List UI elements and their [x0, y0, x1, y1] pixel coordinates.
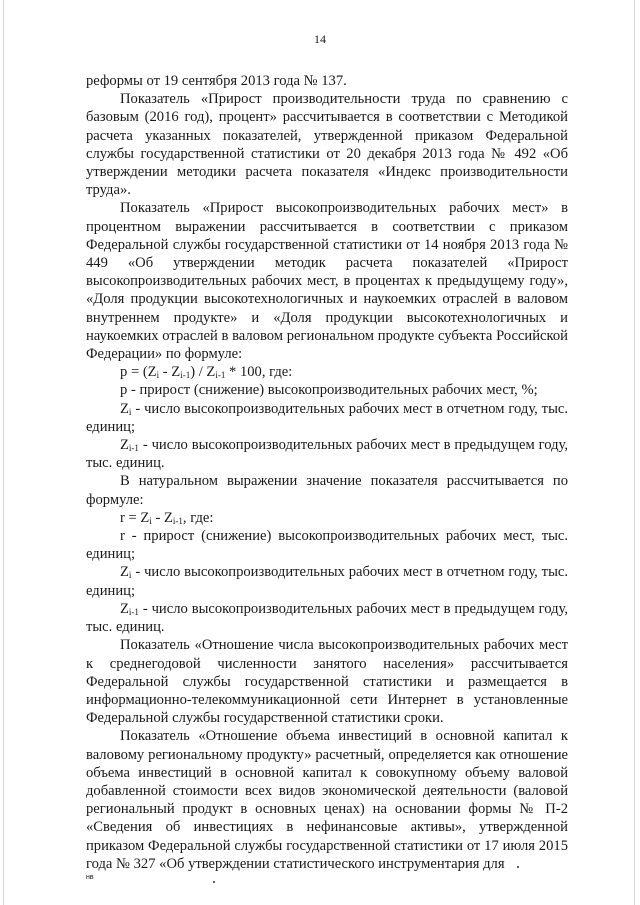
scan-speck	[517, 866, 519, 868]
document-body	[86, 72, 568, 873]
paragraph-natural: В натуральном выражении значение показателя рассчитывается по формуле:	[86, 473, 568, 508]
formula-percent-part: ) / Z	[190, 364, 216, 381]
formula-percent-subscript: i	[156, 370, 160, 381]
definition-zi-1-natural: $Z_{i-1}$ - число высокопроизводительных рабочих мест в предыдущем году, тыс. единиц.	[86, 600, 568, 636]
page-number: 14	[314, 32, 326, 46]
footer-mark: нв	[86, 874, 94, 881]
formula-percent-part: - Z	[159, 364, 181, 381]
paragraph-1: реформы от 19 сентября 2013 года № 137.	[86, 73, 347, 89]
scan-edge-right	[634, 0, 635, 905]
paragraph-2: Показатель «Прирост производительности труда по сравнению с базовым (2016 год), процент» рассчитывается в соответствии с Методикой расчета указанных показателей, утвержденной приказом Федеральной службы государственной статистики от 20 декабря 2013 года № 492 «Об утверждении методики расчета показателя «Индекс производительности труда».	[86, 91, 568, 199]
formula-percent-part: * 100, где:	[225, 364, 293, 381]
paragraph-3: Показатель «Прирост высокопроизводительных рабочих мест» в процентном выражении рассчитывается в соответствии с приказом Федеральной службы государственной статистики от 14 ноября 2013 года № 449 «Об утверждении методик расчета показателей «Прирост высокопроизводительных рабочих мест, в процентах к предыдущему году», «Доля продукции высокотехнологичных и наукоемких отраслей в валовом внутреннем продукте» и «Доля продукции высокотехнологичных и наукоемких отраслей в валовом региональном продукте субъекта Российской Федерации» по формуле:	[86, 200, 568, 363]
scan-speck	[213, 881, 215, 883]
formula-percent-subscript: i-1	[215, 370, 226, 381]
definition-r: r - прирост (снижение) высокопроизводительных рабочих мест, тыс. единиц;	[86, 528, 568, 563]
formula-percent	[86, 363, 568, 381]
scan-edge-left	[3, 0, 4, 905]
definition-zi-natural: $Z_i$ - число высокопроизводительных рабочих мест в отчетном году, тыс. единиц;	[86, 564, 568, 599]
formula-percent-part: p = (Z	[120, 364, 157, 381]
formula-percent-subscript: i-1	[180, 370, 191, 381]
definition-p: p - прирост (снижение) высокопроизводительных рабочих мест, %;	[120, 382, 538, 399]
paragraph-investment-ratio: Показатель «Отношение объема инвестиций в основной капитал к валовому региональному продукту» расчетный, определяется как отношение объема инвестиций в основной капитал к совокупному объему валовой добавленной стоимости всех видов экономической деятельности (валовой региональный продукт в основных ценах) на основании формы № П-2 «Сведения об инвестициях в нефинансовые активы», утвержденной приказом Федеральной службы государственной статистики от 17 июля 2015 года № 327 «Об утверждении статистического инструментария для	[86, 728, 568, 872]
paragraph-ratio-workplaces: Показатель «Отношение числа высокопроизводительных рабочих мест к среднегодовой численности занятого населения» рассчитывается Федеральной службы государственной статистики и размещается в информационно-телекоммуникационной сети Интернет в установленные Федеральной службы государственной статистики сроки.	[86, 637, 568, 727]
formula-natural: $r = Z_i - Z_{i-1}$, где:	[120, 509, 214, 526]
definition-zi: $Z_i$ - число высокопроизводительных рабочих мест в отчетном году, тыс. единиц;	[86, 400, 568, 435]
definition-zi-1: $Z_{i-1}$ - число высокопроизводительных рабочих мест в предыдущем году, тыс. единиц.	[86, 437, 568, 472]
